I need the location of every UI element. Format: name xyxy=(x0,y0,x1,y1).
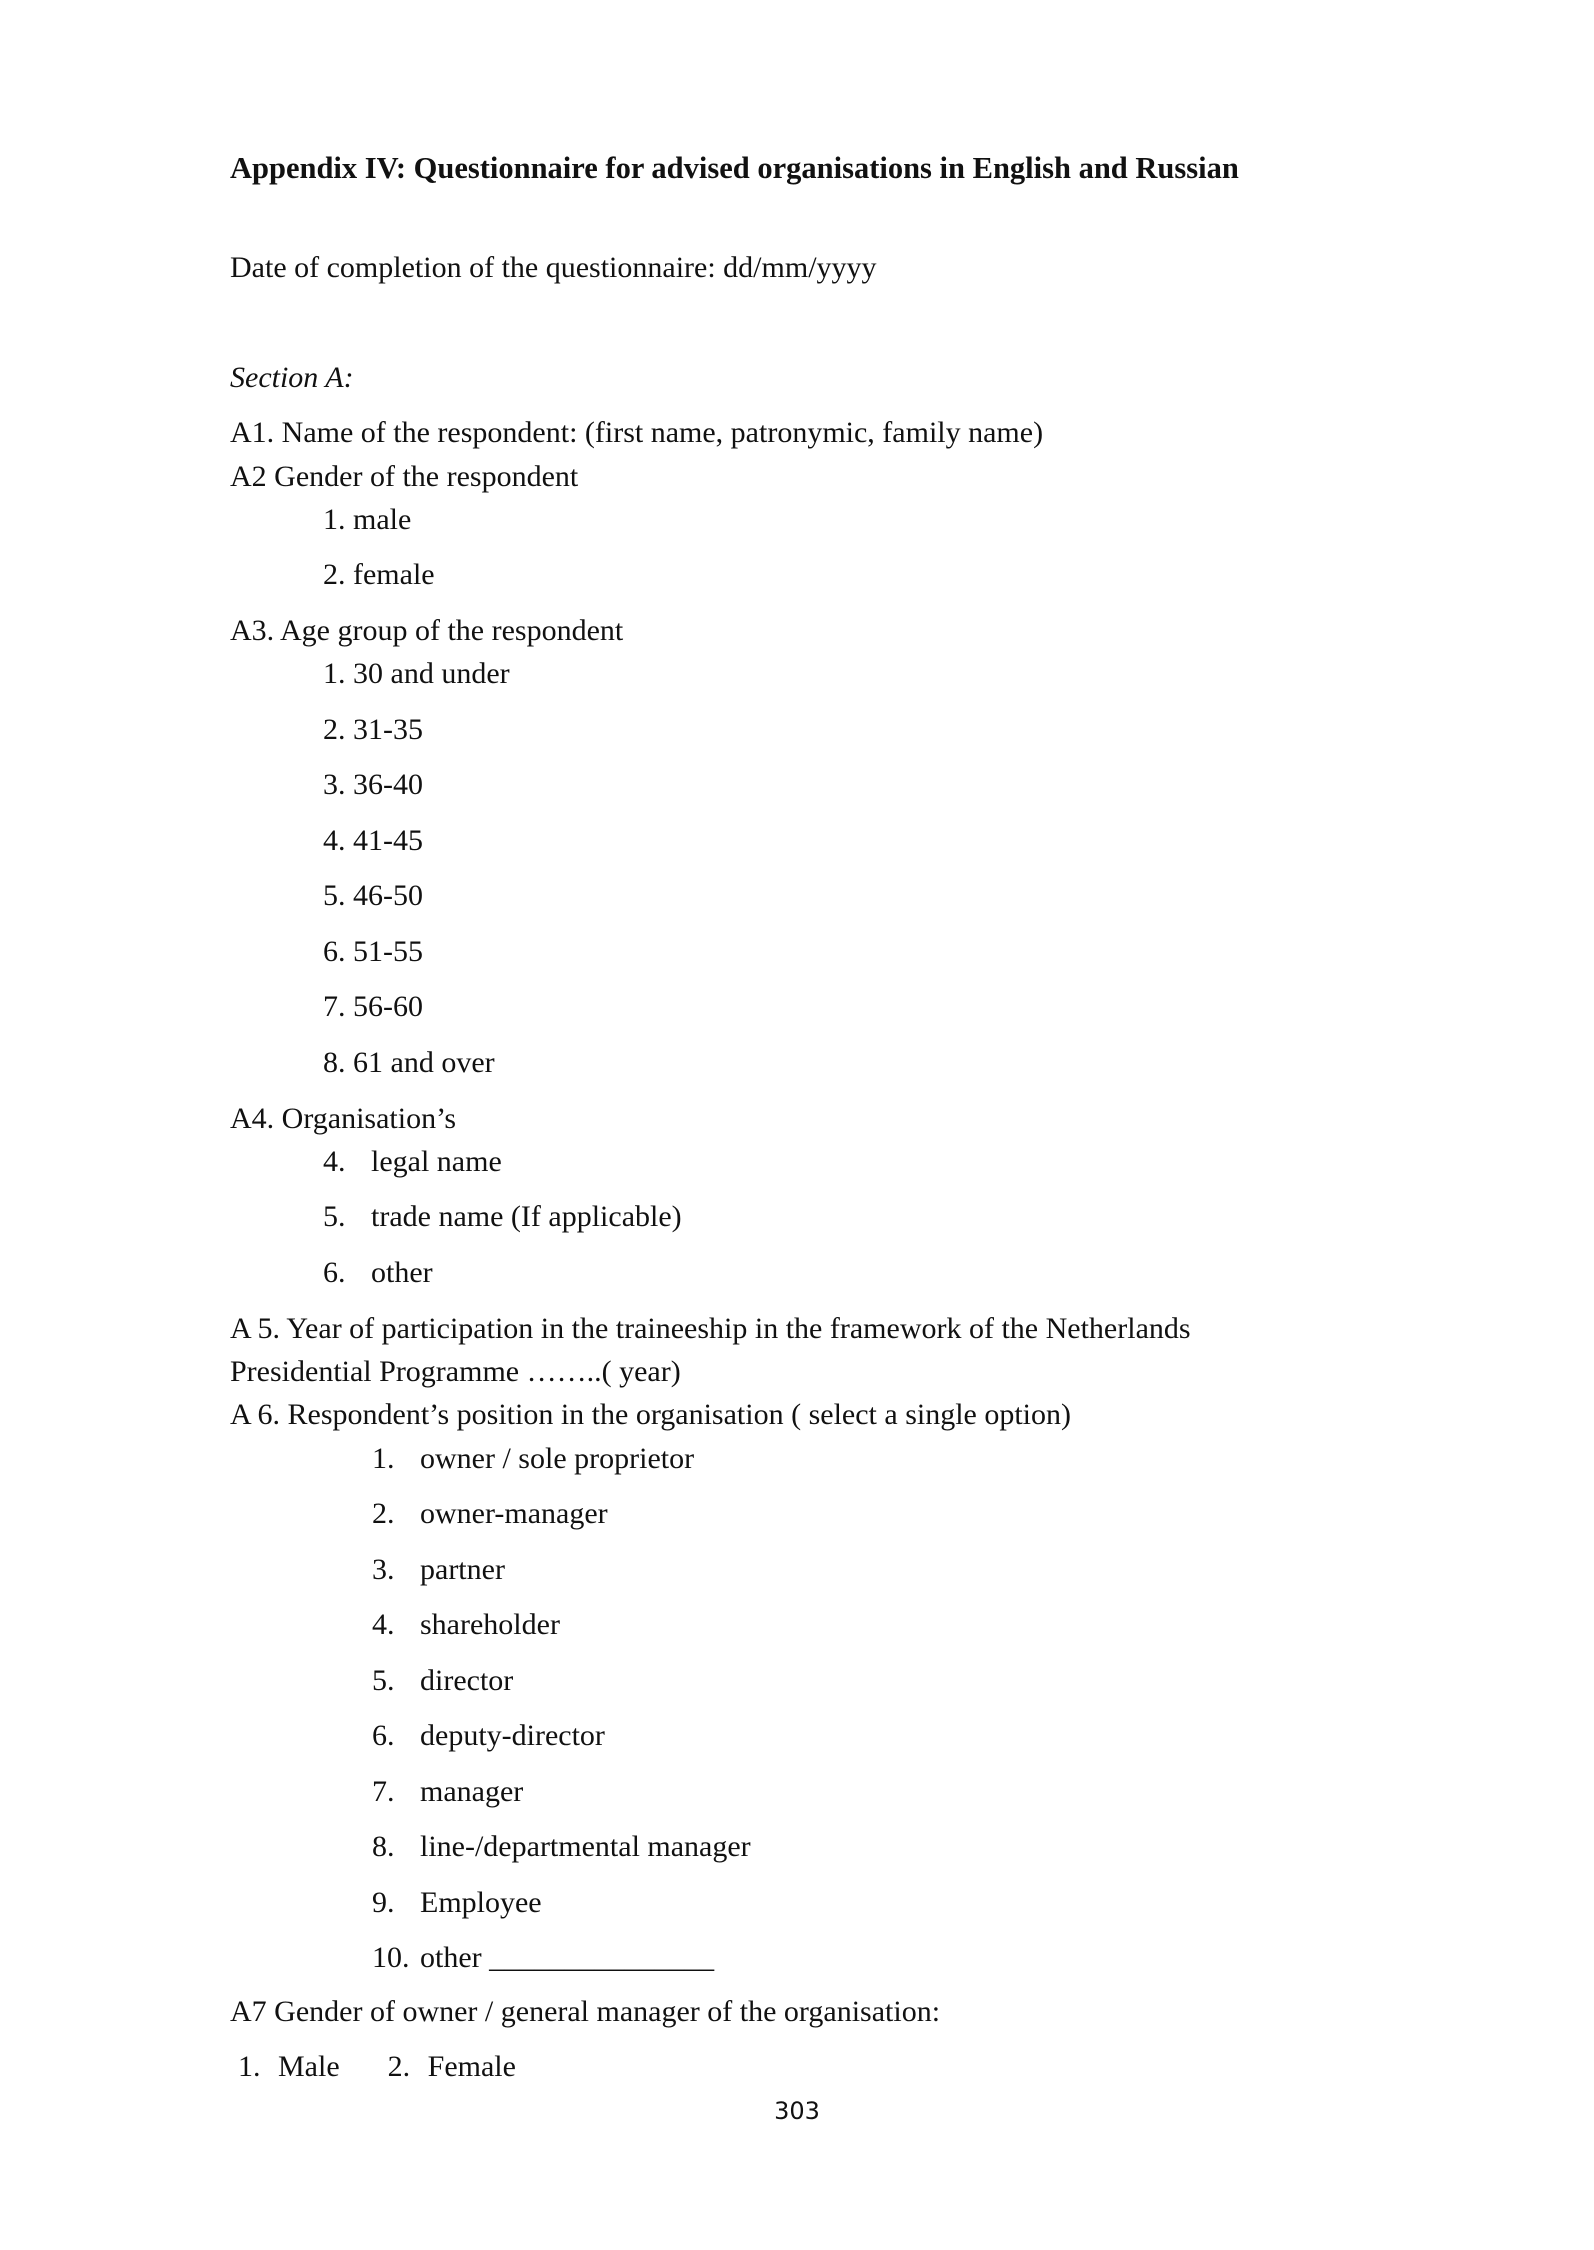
question-a6: A 6. Respondent’s position in the organisation ( select a single option) xyxy=(230,1398,1072,1431)
completion-date-line: Date of completion of the questionnaire: dd/mm/yyyy xyxy=(230,251,877,284)
a7-option-female: Female xyxy=(427,2050,516,2083)
option-text: other _______________ xyxy=(420,1941,715,1974)
a4-option-trade-name xyxy=(323,1199,682,1235)
a3-option-2: 2. 31-35 xyxy=(323,713,423,746)
option-number: 5. xyxy=(372,1664,395,1697)
a6-option-1 xyxy=(372,1441,694,1477)
a6-option-10 xyxy=(372,1940,714,1976)
a6-option-5 xyxy=(372,1663,513,1699)
option-text: shareholder xyxy=(420,1608,560,1641)
a3-option-7: 7. 56-60 xyxy=(323,990,423,1023)
a4-option-legal-name xyxy=(323,1144,502,1180)
a2-option-male: 1. male xyxy=(323,503,412,536)
page-title: Appendix IV: Questionnaire for advised organisations in English and Russian xyxy=(230,151,1239,185)
a3-option-8: 8. 61 and over xyxy=(323,1046,495,1079)
a2-option-female: 2. female xyxy=(323,558,435,591)
a7-options xyxy=(238,2049,516,2085)
option-number: 5. xyxy=(323,1200,346,1233)
option-number: 10. xyxy=(372,1941,410,1974)
a6-option-7 xyxy=(372,1774,523,1810)
option-text: owner / sole proprietor xyxy=(420,1442,695,1475)
option-number: 6. xyxy=(323,1256,346,1289)
option-number: 6. xyxy=(372,1719,395,1752)
a6-option-8 xyxy=(372,1829,751,1865)
a6-option-2 xyxy=(372,1496,608,1532)
a7-option-male: Male xyxy=(278,2050,340,2083)
option-text: partner xyxy=(420,1553,505,1586)
option-number: 4. xyxy=(372,1608,395,1641)
option-number: 8. xyxy=(372,1830,395,1863)
option-number: 2. xyxy=(387,2050,411,2083)
page-number: 303 xyxy=(774,2097,820,2125)
a6-option-4 xyxy=(372,1607,560,1643)
a6-option-9 xyxy=(372,1885,542,1921)
question-a7: A7 Gender of owner / general manager of the organisation: xyxy=(230,1995,941,2028)
a3-option-1: 1. 30 and under xyxy=(323,657,510,690)
a4-option-other xyxy=(323,1255,433,1291)
question-a3: A3. Age group of the respondent xyxy=(230,614,624,647)
section-label: Section A: xyxy=(230,361,354,394)
option-text: line-/departmental manager xyxy=(420,1830,751,1863)
option-text: legal name xyxy=(371,1145,502,1178)
option-number: 7. xyxy=(372,1775,395,1808)
option-text: deputy-director xyxy=(420,1719,605,1752)
option-number: 9. xyxy=(372,1886,395,1919)
option-number: 1. xyxy=(372,1442,395,1475)
question-a5-line1: A 5. Year of participation in the traineeship in the framework of the Netherlands xyxy=(230,1312,1191,1345)
option-text: manager xyxy=(420,1775,524,1808)
question-a5-line2: Presidential Programme ……..( year) xyxy=(230,1355,681,1388)
option-number: 4. xyxy=(323,1145,346,1178)
option-number: 2. xyxy=(372,1497,395,1530)
option-text: Employee xyxy=(420,1886,542,1919)
a3-option-3: 3. 36-40 xyxy=(323,768,423,801)
question-a1: A1. Name of the respondent: (first name, patronymic, family name) xyxy=(230,416,1044,449)
a3-option-4: 4. 41-45 xyxy=(323,824,423,857)
option-text: director xyxy=(420,1664,514,1697)
a3-option-6: 6. 51-55 xyxy=(323,935,423,968)
option-number: 3. xyxy=(372,1553,395,1586)
option-text: trade name (If applicable) xyxy=(371,1200,682,1233)
option-number: 1. xyxy=(238,2050,261,2083)
a6-option-3 xyxy=(372,1552,505,1588)
question-a2: A2 Gender of the respondent xyxy=(230,460,579,493)
option-text: owner-manager xyxy=(420,1497,608,1530)
a3-option-5: 5. 46-50 xyxy=(323,879,423,912)
option-text: other xyxy=(371,1256,433,1289)
a6-option-6 xyxy=(372,1718,605,1754)
question-a4: A4. Organisation’s xyxy=(230,1102,457,1135)
